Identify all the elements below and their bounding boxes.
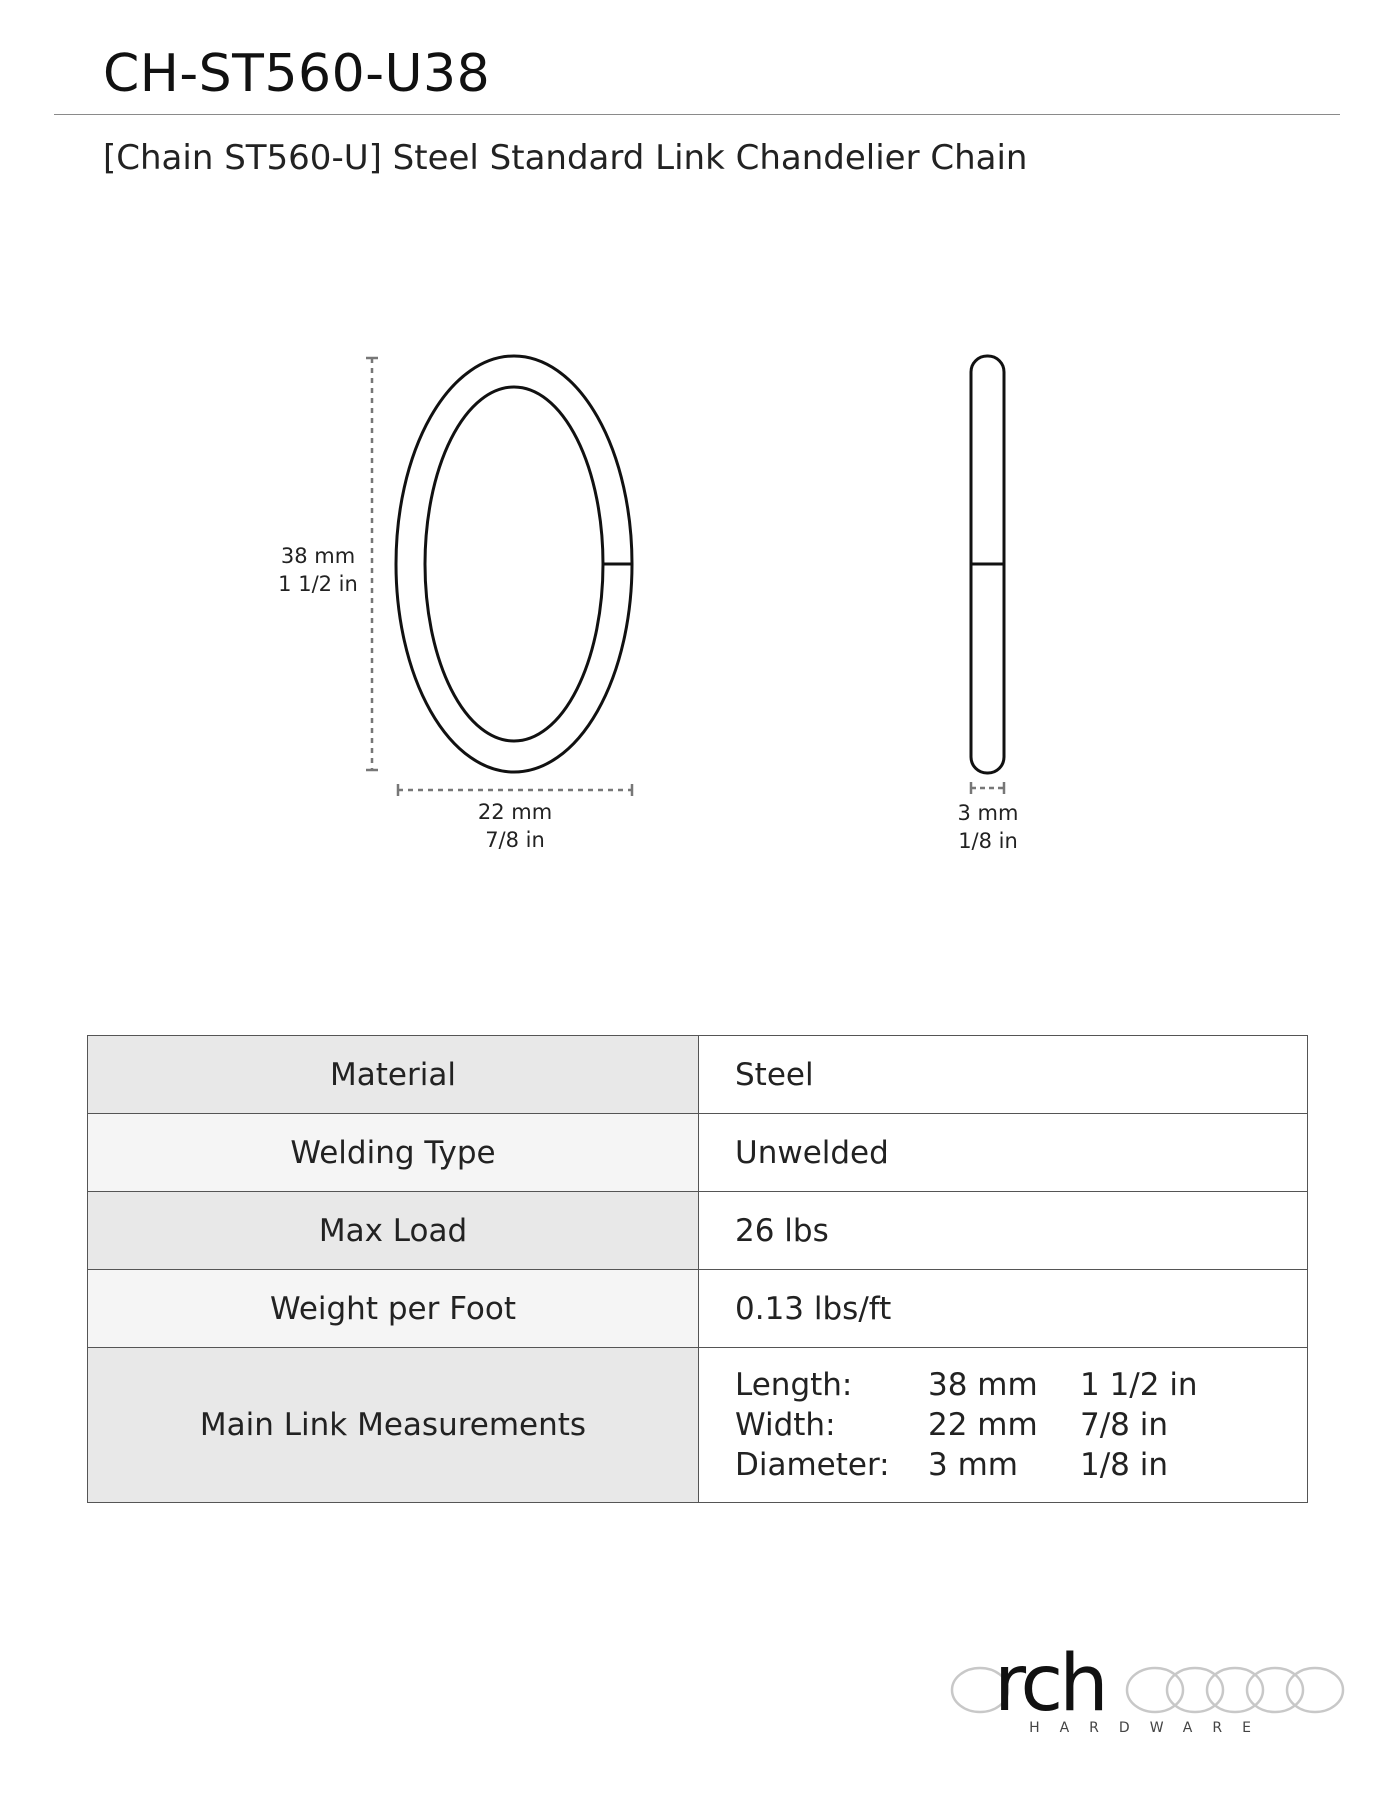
logo-tagline: HARDWARE xyxy=(1029,1720,1271,1736)
measurement-name: Width: xyxy=(735,1407,836,1443)
table-row xyxy=(88,1036,1308,1114)
length-dimension-label xyxy=(270,542,366,598)
spec-label-welding-type: Welding Type xyxy=(88,1114,699,1192)
product-description: [Chain ST560-U] Steel Standard Link Chandelier Chain xyxy=(103,138,1028,178)
measurement-metric: 38 mm xyxy=(928,1367,1038,1403)
width-mm-label: 22 mm xyxy=(477,800,553,824)
diameter-in-label: 1/8 in xyxy=(958,829,1018,853)
header-divider xyxy=(54,114,1340,115)
length-mm-label: 38 mm xyxy=(280,544,356,568)
spec-label-material: Material xyxy=(88,1036,699,1114)
table-row xyxy=(88,1270,1308,1348)
spec-value-welding-type: Unwelded xyxy=(699,1114,1308,1192)
diameter-dimension-label xyxy=(928,799,1048,855)
measurement-length xyxy=(735,1365,1306,1405)
link-front-view xyxy=(396,356,632,772)
spec-label-max-load: Max Load xyxy=(88,1192,699,1270)
chain-link-drawing xyxy=(0,300,1400,900)
spec-label-measurements: Main Link Measurements xyxy=(88,1348,699,1503)
width-in-label: 7/8 in xyxy=(485,828,545,852)
diameter-dimension-line xyxy=(971,782,1004,794)
link-inner-outline xyxy=(425,387,603,741)
measurement-diameter xyxy=(735,1445,1306,1485)
page-title: CH-ST560-U38 xyxy=(103,44,491,104)
length-in-label: 1 1/2 in xyxy=(278,572,358,596)
width-dimension-line xyxy=(398,784,632,796)
measurement-metric: 3 mm xyxy=(928,1447,1018,1483)
link-outer-outline xyxy=(396,356,632,772)
length-dimension-line xyxy=(366,358,378,770)
width-dimension-label xyxy=(455,798,575,854)
table-row xyxy=(88,1114,1308,1192)
spec-label-weight-per-foot: Weight per Foot xyxy=(88,1270,699,1348)
spec-value-measurements xyxy=(699,1348,1308,1503)
measurement-imperial: 1 1/2 in xyxy=(1080,1367,1198,1403)
specifications-table xyxy=(87,1035,1308,1503)
link-side-view xyxy=(971,356,1004,773)
measurement-imperial: 1/8 in xyxy=(1080,1447,1169,1483)
measurement-width xyxy=(735,1405,1306,1445)
logo-wordmark: rch xyxy=(994,1639,1105,1718)
brand-logo xyxy=(950,1628,1350,1738)
technical-drawing xyxy=(0,300,1400,900)
table-row xyxy=(88,1348,1308,1503)
table-row xyxy=(88,1192,1308,1270)
measurement-metric: 22 mm xyxy=(928,1407,1038,1443)
spec-value-weight-per-foot: 0.13 lbs/ft xyxy=(699,1270,1308,1348)
measurement-name: Diameter: xyxy=(735,1447,890,1483)
measurement-imperial: 7/8 in xyxy=(1080,1407,1169,1443)
measurement-name: Length: xyxy=(735,1367,853,1403)
logo-mark xyxy=(950,1628,1350,1718)
spec-value-max-load: 26 lbs xyxy=(699,1192,1308,1270)
diameter-mm-label: 3 mm xyxy=(957,801,1019,825)
spec-value-material: Steel xyxy=(699,1036,1308,1114)
